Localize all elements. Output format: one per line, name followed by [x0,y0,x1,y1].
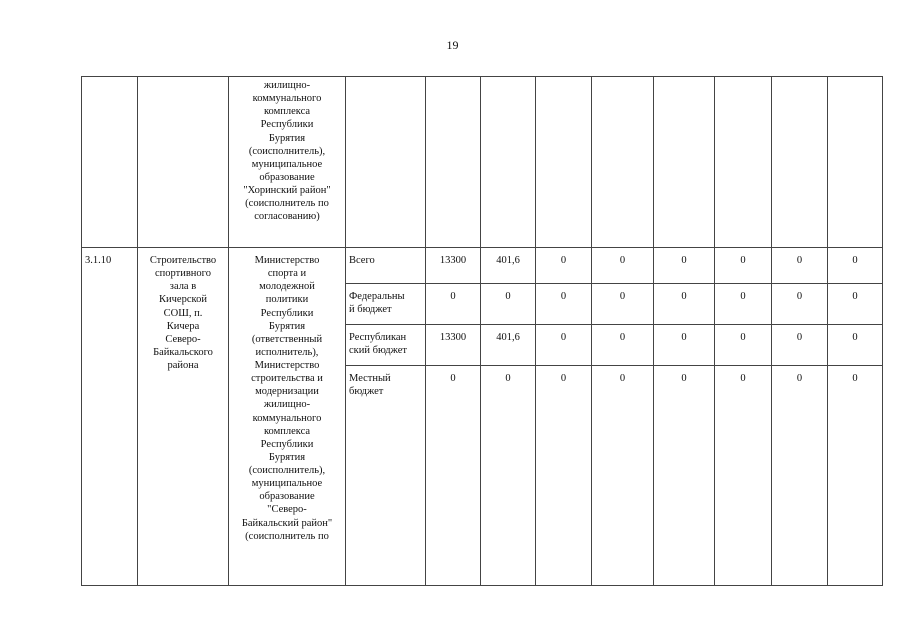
cell-empty [138,77,229,248]
item-name: Строительство спортивного зала в Кичерской СОШ, п. Кичера Северо- Байкальского района [138,248,229,586]
value-cell: 0 [828,248,883,284]
value-cell: 0 [715,284,772,325]
value-cell: 0 [481,366,536,586]
budget-table [81,76,883,586]
funding-source: Местный бюджет [346,366,426,586]
value-cell: 0 [828,284,883,325]
value-cell: 13300 [426,325,481,366]
cell-empty [346,77,426,248]
value-cell: 0 [592,284,654,325]
value-cell: 0 [536,366,592,586]
funding-source: Всего [346,248,426,284]
value-cell: 0 [654,248,715,284]
executor-cell: жилищно- коммунального комплекса Республики Бурятия (соисполнитель), муниципальное образование "Хоринский район" (соисполнитель по согласованию) [229,77,346,248]
value-cell: 13300 [426,248,481,284]
value-cell: 0 [828,325,883,366]
value-cell: 0 [772,284,828,325]
value-cell: 0 [654,284,715,325]
cell-empty [592,77,654,248]
table-row [82,248,883,284]
page-number: 19 [446,38,459,52]
cell-empty [82,77,138,248]
value-cell: 0 [592,366,654,586]
cell-empty [715,77,772,248]
value-cell: 0 [715,325,772,366]
value-cell: 0 [772,366,828,586]
value-cell: 0 [828,366,883,586]
value-cell: 0 [654,366,715,586]
item-code: 3.1.10 [82,248,138,586]
value-cell: 0 [536,325,592,366]
value-cell: 0 [654,325,715,366]
value-cell: 0 [715,248,772,284]
value-cell: 401,6 [481,325,536,366]
value-cell: 401,6 [481,248,536,284]
value-cell: 0 [536,284,592,325]
item-executor: Министерство спорта и молодежной политики Республики Бурятия (ответственный исполнитель), Министерство строительства и модернизации жилищно- коммунального комплекса Республики Бурятия (соисполнитель), муниципальное образование "Северо- Байкальский район" (соисполнитель по [229,248,346,586]
funding-source: Федеральны й бюджет [346,284,426,325]
value-cell: 0 [772,248,828,284]
value-cell: 0 [536,248,592,284]
value-cell: 0 [715,366,772,586]
funding-source: Республикан ский бюджет [346,325,426,366]
cell-empty [426,77,481,248]
cell-empty [654,77,715,248]
value-cell: 0 [772,325,828,366]
cell-empty [536,77,592,248]
table-row-continuation [82,77,883,248]
value-cell: 0 [426,366,481,586]
cell-empty [772,77,828,248]
value-cell: 0 [592,325,654,366]
value-cell: 0 [426,284,481,325]
cell-empty [481,77,536,248]
value-cell: 0 [481,284,536,325]
value-cell: 0 [592,248,654,284]
cell-empty [828,77,883,248]
